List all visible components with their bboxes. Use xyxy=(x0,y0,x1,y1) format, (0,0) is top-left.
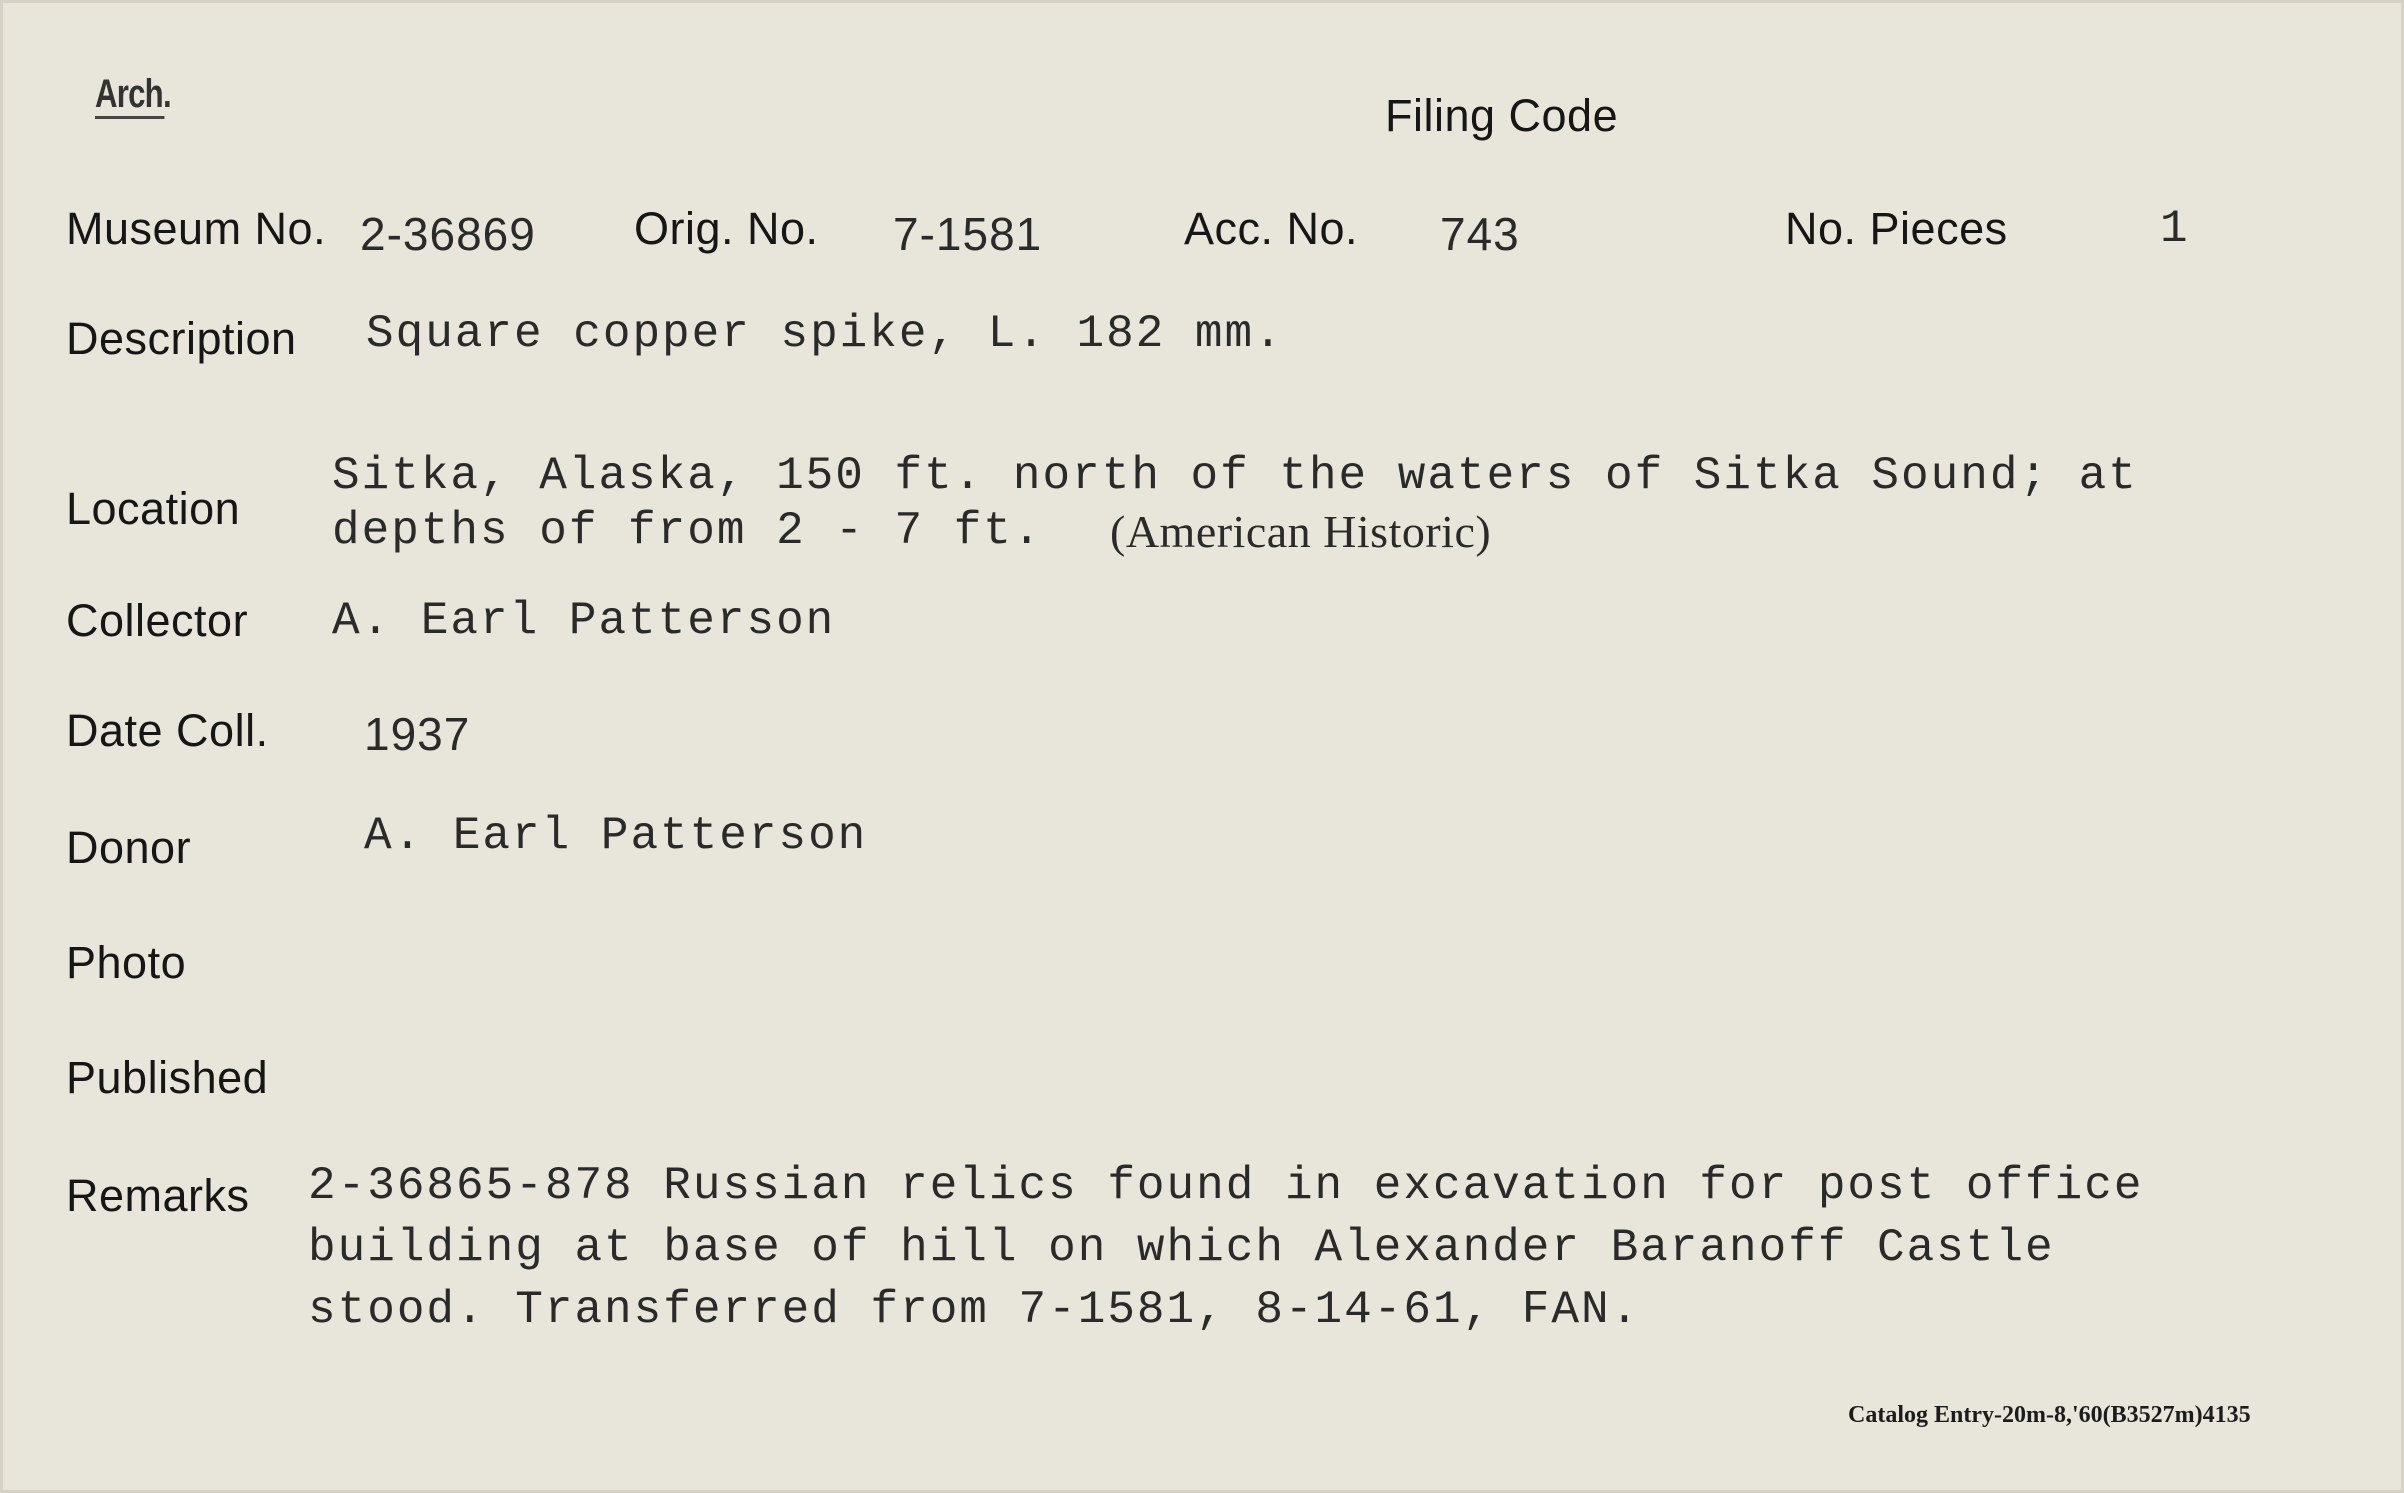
museum-no-value: 2-36869 xyxy=(360,208,536,260)
published-label: Published xyxy=(66,1052,269,1103)
date-coll-value: 1937 xyxy=(364,708,471,760)
location-note: (American Historic) xyxy=(1110,506,1492,557)
acc-no-value: 743 xyxy=(1440,208,1520,260)
collector-value: A. Earl Patterson xyxy=(332,595,836,647)
donor-value: A. Earl Patterson xyxy=(364,810,868,862)
remarks-line-1: 2-36865-878 Russian relics found in excavation for post office xyxy=(308,1160,2144,1212)
photo-label: Photo xyxy=(66,937,187,988)
location-line-2: depths of from 2 - 7 ft. xyxy=(332,505,1043,557)
department-stamp: Arch. xyxy=(95,72,171,116)
description-label: Description xyxy=(66,313,297,364)
no-pieces-value: 1 xyxy=(2160,203,2190,255)
acc-no-label: Acc. No. xyxy=(1184,203,1359,254)
donor-label: Donor xyxy=(66,822,192,873)
no-pieces-label: No. Pieces xyxy=(1785,203,2008,254)
location-label: Location xyxy=(66,483,241,534)
filing-code-label: Filing Code xyxy=(1385,90,1619,141)
museum-no-label: Museum No. xyxy=(66,203,327,254)
date-coll-label: Date Coll. xyxy=(66,705,269,756)
description-value: Square copper spike, L. 182 mm. xyxy=(366,308,1284,360)
remarks-line-2: building at base of hill on which Alexander Baranoff Castle xyxy=(308,1222,2055,1274)
location-line-1: Sitka, Alaska, 150 ft. north of the waters of Sitka Sound; at xyxy=(332,450,2138,502)
orig-no-label: Orig. No. xyxy=(634,203,819,254)
orig-no-value: 7-1581 xyxy=(893,208,1043,260)
collector-label: Collector xyxy=(66,595,249,646)
catalog-entry-footer: Catalog Entry-20m-8,'60(B3527m)4135 xyxy=(1848,1402,2251,1428)
remarks-line-3: stood. Transferred from 7-1581, 8-14-61, FAN. xyxy=(308,1284,1641,1336)
remarks-label: Remarks xyxy=(66,1170,250,1221)
